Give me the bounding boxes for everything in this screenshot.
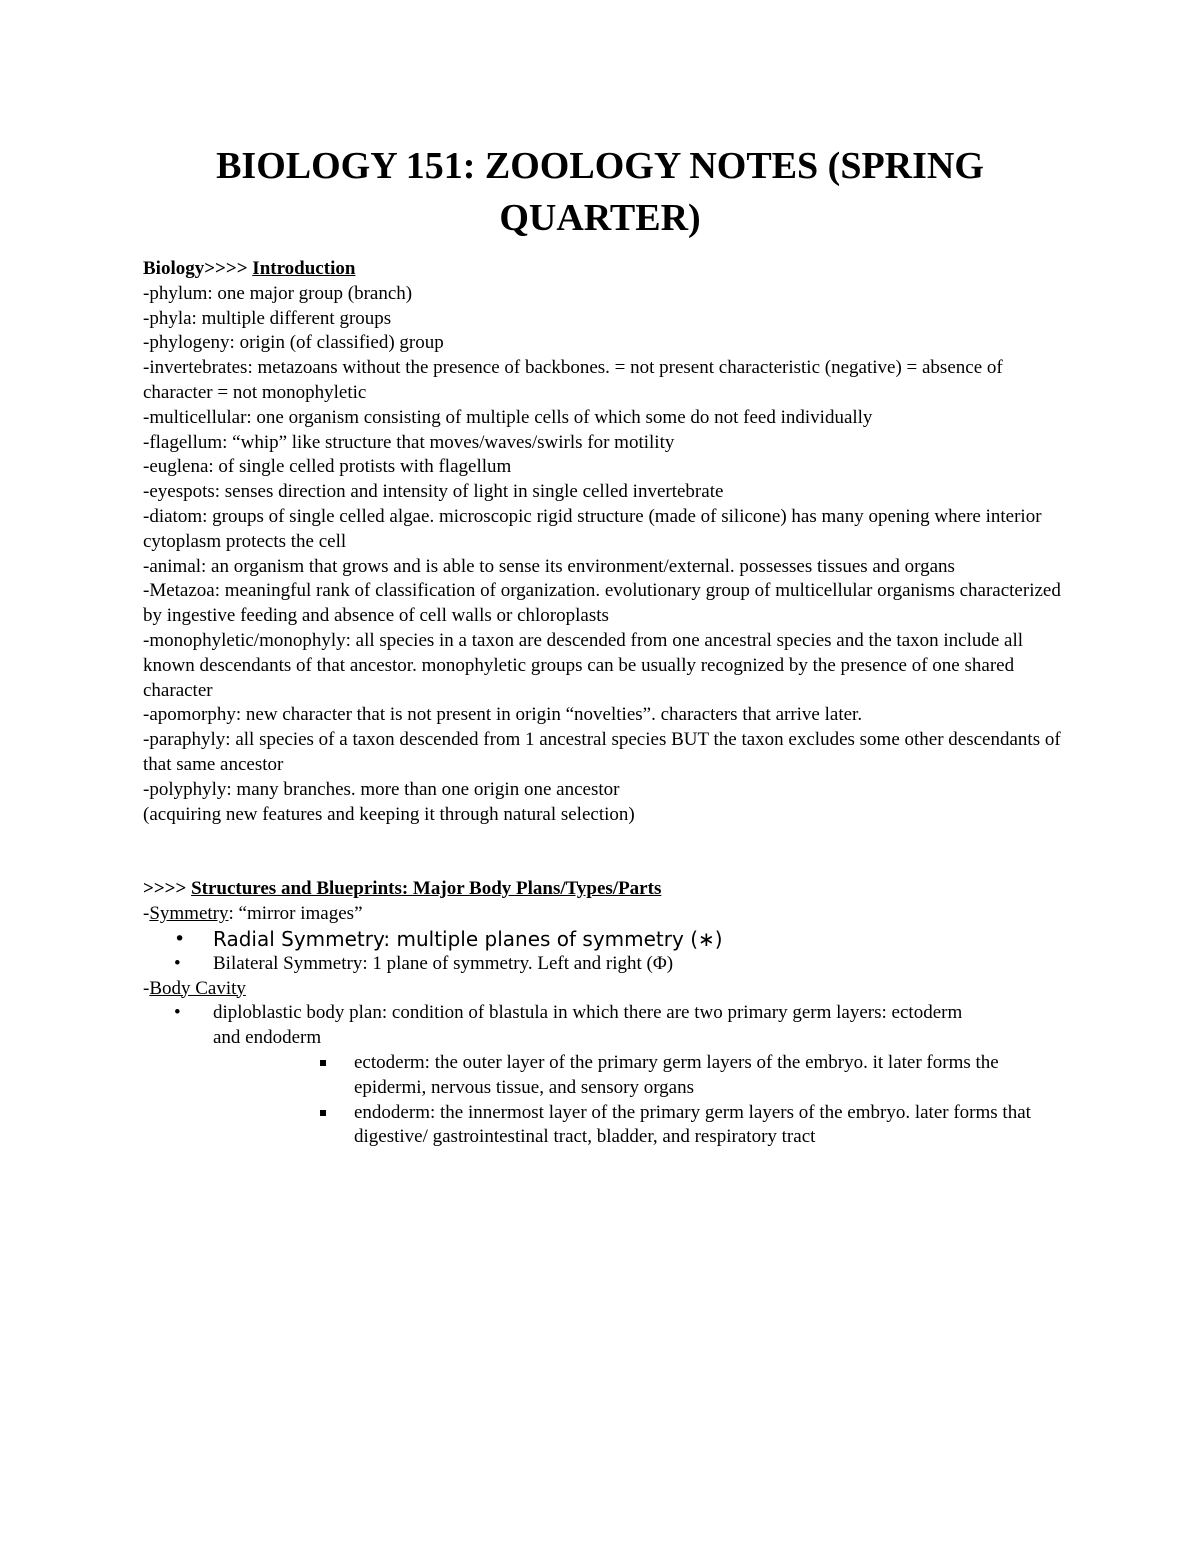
list-item — [143, 927, 1063, 952]
intro-line: -apomorphy: new character that is not present in origin “novelties”. characters that arrive later. — [143, 704, 863, 726]
intro-line: -flagellum: “whip” like structure that moves/waves/swirls for motility — [143, 431, 675, 453]
intro-line: -diatom: groups of single celled algae. microscopic rigid structure (made of silicone) has many opening where interior cytoplasm protects the cell — [143, 505, 1042, 552]
symmetry-dash: - — [143, 903, 150, 925]
symmetry-bullet: Bilateral Symmetry: 1 plane of symmetry. Left and right (Φ) — [213, 952, 674, 974]
intro-line: -euglena: of single celled protists with flagellum — [143, 456, 512, 478]
intro-line: -eyespots: senses direction and intensity of light in single celled invertebrate — [143, 481, 724, 503]
document-body — [143, 257, 1063, 1150]
intro-line: -monophyletic/monophyly: all species in a taxon are descended from one ancestral species and the taxon include all known descendants of that ancestor. monophyletic groups can be usually recognized by the presence of one shared character — [143, 629, 1024, 701]
structures-heading-prefix: >>>> — [143, 878, 192, 900]
intro-line: -multicellular: one organism consisting of multiple cells of which some do not feed individually — [143, 406, 873, 428]
list-item — [143, 1051, 1063, 1101]
intro-line: -phylogeny: origin (of classified) group — [143, 332, 444, 354]
symmetry-rest: : “mirror images” — [228, 903, 363, 925]
intro-line: -paraphyly: all species of a taxon descended from 1 ancestral species BUT the taxon excludes some other descendants of that same ancestor — [143, 729, 1061, 775]
square-bullet-icon — [320, 1060, 326, 1066]
symmetry-line — [143, 902, 1063, 927]
intro-line: -phyla: multiple different groups — [143, 307, 392, 329]
intro-line: -invertebrates: metazoans without the presence of backbones. = not present characteristic (negative) = absence of character = not monophyletic — [143, 357, 1003, 403]
intro-heading-title: Introduction — [252, 258, 356, 279]
intro-line: -polyphyly: many branches. more than one origin one ancestor — [143, 778, 620, 800]
bullet-dot-icon: • — [174, 927, 186, 950]
structures-heading-title: Structures and Blueprints: Major Body Plans/Types/Parts — [191, 878, 662, 900]
germ-layer-bullet: ectoderm: the outer layer of the primary germ layers of the embryo. it later forms the epidermi, nervous tissue, and sensory organs — [354, 1051, 999, 1098]
body-cavity-dash: - — [143, 977, 150, 999]
intro-line: -phylum: one major group (branch) — [143, 282, 413, 304]
intro-line: -Metazoa: meaningful rank of classification of organization. evolutionary group of multicellular organisms characterized by ingestive feeding and absence of cell walls or chloroplasts — [143, 580, 1061, 627]
intro-heading-prefix: Biology>>>> — [143, 258, 253, 279]
square-bullet-icon — [320, 1110, 326, 1116]
body-cavity-line — [143, 977, 1063, 1002]
section-spacer — [143, 827, 1063, 877]
body-cavity-label: Body Cavity — [149, 977, 246, 999]
intro-line: -animal: an organism that grows and is able to sense its environment/external. possesses tissues and organs — [143, 555, 955, 577]
list-item — [143, 1101, 1063, 1151]
body-cavity-bullet: diploblastic body plan: condition of blastula in which there are two primary germ layers: ectoderm and endoderm — [213, 1002, 963, 1049]
bullet-dot-icon: • — [174, 952, 181, 974]
bullet-dot-icon: • — [174, 1002, 181, 1024]
list-item — [143, 1001, 993, 1051]
list-item — [143, 952, 1063, 977]
symmetry-bullet: Radial Symmetry: multiple planes of symmetry (∗) — [213, 926, 723, 951]
structures-heading — [143, 877, 1063, 902]
germ-layer-bullet: endoderm: the innermost layer of the primary germ layers of the embryo. later forms that digestive/ gastrointestinal tract, bladder, and respiratory tract — [354, 1101, 1031, 1148]
intro-line: (acquiring new features and keeping it through natural selection) — [143, 803, 635, 825]
page-title: BIOLOGY 151: ZOOLOGY NOTES (SPRING QUARTER) — [216, 145, 984, 239]
intro-heading — [143, 257, 1063, 282]
symmetry-label: Symmetry — [149, 903, 229, 925]
